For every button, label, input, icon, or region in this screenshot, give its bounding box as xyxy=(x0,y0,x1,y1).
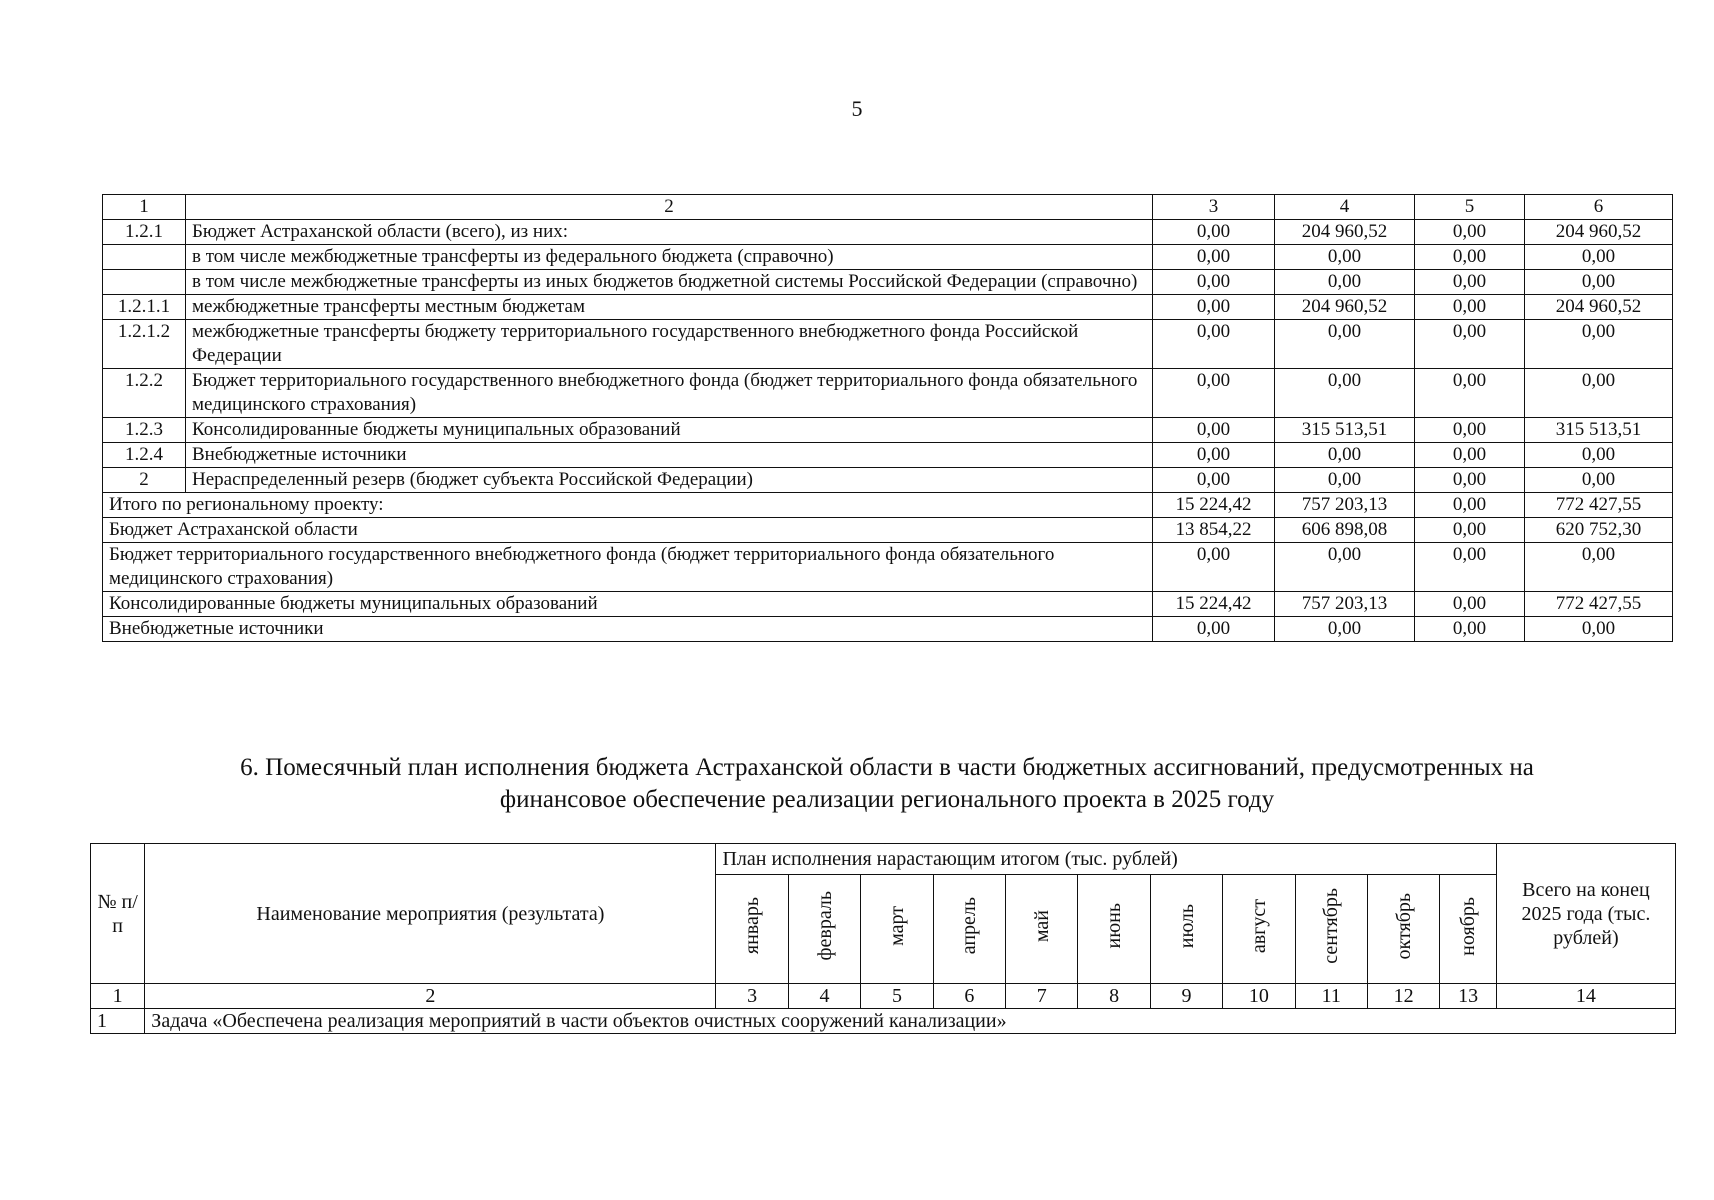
index-cell: 4 xyxy=(788,984,860,1009)
index-cell: 2 xyxy=(145,984,716,1009)
value-cell: 13 854,22 xyxy=(1153,518,1275,543)
value-cell: 0,00 xyxy=(1275,443,1415,468)
col-header: 4 xyxy=(1275,195,1415,220)
value-cell: 0,00 xyxy=(1415,468,1525,493)
month-label: ноябрь xyxy=(1457,896,1480,956)
value-cell: 0,00 xyxy=(1153,320,1275,369)
value-cell: 0,00 xyxy=(1275,543,1415,592)
month-header xyxy=(1367,875,1439,984)
total-name: Бюджет Астраханской области xyxy=(103,518,1153,543)
row-name: межбюджетные трансферты бюджету территориального государственного внебюджетного фонда Российской Федерации xyxy=(186,320,1153,369)
value-cell: 0,00 xyxy=(1415,220,1525,245)
table-row xyxy=(103,270,1673,295)
header-row xyxy=(91,844,1676,875)
value-cell: 757 203,13 xyxy=(1275,592,1415,617)
row-number xyxy=(103,270,186,295)
index-cell: 1 xyxy=(91,984,145,1009)
index-cell: 7 xyxy=(1006,984,1078,1009)
month-header xyxy=(1440,875,1496,984)
month-label: октябрь xyxy=(1392,892,1415,960)
value-cell: 0,00 xyxy=(1415,245,1525,270)
month-label: апрель xyxy=(958,897,981,955)
value-cell: 204 960,52 xyxy=(1525,295,1673,320)
value-cell: 0,00 xyxy=(1153,617,1275,642)
col-header-num: № п/п xyxy=(91,844,145,984)
table-header-row xyxy=(103,195,1673,220)
budget-table xyxy=(102,194,1673,642)
value-cell: 0,00 xyxy=(1275,270,1415,295)
month-label: сентябрь xyxy=(1320,888,1343,964)
value-cell: 772 427,55 xyxy=(1525,592,1673,617)
value-cell: 0,00 xyxy=(1153,418,1275,443)
month-label: июнь xyxy=(1103,903,1126,949)
table-row xyxy=(103,245,1673,270)
index-cell: 11 xyxy=(1295,984,1367,1009)
value-cell: 772 427,55 xyxy=(1525,493,1673,518)
value-cell: 0,00 xyxy=(1415,369,1525,418)
row-name: межбюджетные трансферты местным бюджетам xyxy=(186,295,1153,320)
col-header-total: Всего на конец 2025 года (тыс. рублей) xyxy=(1496,844,1675,984)
value-cell: 0,00 xyxy=(1275,617,1415,642)
month-label: май xyxy=(1030,909,1053,943)
month-header xyxy=(1295,875,1367,984)
value-cell: 0,00 xyxy=(1153,369,1275,418)
value-cell: 0,00 xyxy=(1525,369,1673,418)
total-row xyxy=(103,493,1673,518)
row-number: 1.2.1.1 xyxy=(103,295,186,320)
total-row xyxy=(103,617,1673,642)
value-cell: 0,00 xyxy=(1415,443,1525,468)
month-header xyxy=(716,875,788,984)
total-row xyxy=(103,518,1673,543)
table-row xyxy=(103,418,1673,443)
col-header-plan: План исполнения нарастающим итогом (тыс. рублей) xyxy=(716,844,1496,875)
index-cell: 6 xyxy=(933,984,1005,1009)
value-cell: 0,00 xyxy=(1275,468,1415,493)
col-header-name: Наименование мероприятия (результата) xyxy=(145,844,716,984)
value-cell: 0,00 xyxy=(1153,245,1275,270)
table-row xyxy=(103,320,1673,369)
task-name: Задача «Обеспечена реализация мероприятий в части объектов очистных сооружений канализации» xyxy=(145,1009,1676,1034)
value-cell: 0,00 xyxy=(1525,245,1673,270)
value-cell: 0,00 xyxy=(1525,270,1673,295)
value-cell: 0,00 xyxy=(1415,617,1525,642)
value-cell: 757 203,13 xyxy=(1275,493,1415,518)
value-cell: 315 513,51 xyxy=(1525,418,1673,443)
table-row xyxy=(103,443,1673,468)
total-name: Бюджет территориального государственного внебюджетного фонда (бюджет территориального фонда обязательного медицинского страхования) xyxy=(103,543,1153,592)
row-name: Бюджет территориального государственного внебюджетного фонда (бюджет территориального фонда обязательного медицинского страхования) xyxy=(186,369,1153,418)
value-cell: 0,00 xyxy=(1415,295,1525,320)
value-cell: 0,00 xyxy=(1415,543,1525,592)
value-cell: 0,00 xyxy=(1153,443,1275,468)
index-cell: 12 xyxy=(1367,984,1439,1009)
value-cell: 0,00 xyxy=(1415,418,1525,443)
value-cell: 15 224,42 xyxy=(1153,493,1275,518)
month-header xyxy=(933,875,1005,984)
index-cell: 8 xyxy=(1078,984,1150,1009)
value-cell: 0,00 xyxy=(1153,468,1275,493)
value-cell: 0,00 xyxy=(1415,518,1525,543)
month-label: июль xyxy=(1175,903,1198,949)
value-cell: 0,00 xyxy=(1153,270,1275,295)
index-cell: 14 xyxy=(1496,984,1675,1009)
month-header xyxy=(1223,875,1295,984)
row-number xyxy=(103,245,186,270)
col-header: 3 xyxy=(1153,195,1275,220)
value-cell: 15 224,42 xyxy=(1153,592,1275,617)
value-cell: 0,00 xyxy=(1525,443,1673,468)
row-number: 2 xyxy=(103,468,186,493)
row-name: Внебюджетные источники xyxy=(186,443,1153,468)
total-name: Итого по региональному проекту: xyxy=(103,493,1153,518)
task-number: 1 xyxy=(91,1009,145,1034)
row-number: 1.2.2 xyxy=(103,369,186,418)
row-name: в том числе межбюджетные трансферты из иных бюджетов бюджетной системы Российской Федерации (справочно) xyxy=(186,270,1153,295)
table-row xyxy=(103,369,1673,418)
value-cell: 204 960,52 xyxy=(1275,295,1415,320)
table-row xyxy=(103,220,1673,245)
row-number: 1.2.4 xyxy=(103,443,186,468)
month-label: март xyxy=(885,906,908,946)
index-cell: 13 xyxy=(1440,984,1496,1009)
row-name: Консолидированные бюджеты муниципальных образований xyxy=(186,418,1153,443)
col-header: 1 xyxy=(103,195,186,220)
col-header: 2 xyxy=(186,195,1153,220)
section-heading-line: финансовое обеспечение реализации регионального проекта в 2025 году xyxy=(499,786,1275,813)
row-name: Бюджет Астраханской области (всего), из них: xyxy=(186,220,1153,245)
value-cell: 0,00 xyxy=(1415,493,1525,518)
index-cell: 3 xyxy=(716,984,788,1009)
month-label: август xyxy=(1247,898,1270,954)
value-cell: 204 960,52 xyxy=(1525,220,1673,245)
section-heading-line: 6. Помесячный план исполнения бюджета Астраханской области в части бюджетных ассигнований, предусмотренных на xyxy=(240,754,1534,781)
value-cell: 0,00 xyxy=(1415,320,1525,369)
page-number: 5 xyxy=(851,96,863,121)
value-cell: 0,00 xyxy=(1153,543,1275,592)
value-cell: 0,00 xyxy=(1525,468,1673,493)
month-header xyxy=(1150,875,1222,984)
total-name: Консолидированные бюджеты муниципальных образований xyxy=(103,592,1153,617)
section-heading xyxy=(100,752,1674,816)
row-number: 1.2.1.2 xyxy=(103,320,186,369)
value-cell: 0,00 xyxy=(1275,320,1415,369)
task-row xyxy=(91,1009,1676,1034)
col-header: 5 xyxy=(1415,195,1525,220)
value-cell: 0,00 xyxy=(1275,369,1415,418)
row-number: 1.2.1 xyxy=(103,220,186,245)
value-cell: 0,00 xyxy=(1525,320,1673,369)
col-header: 6 xyxy=(1525,195,1673,220)
table-row xyxy=(103,295,1673,320)
month-label: февраль xyxy=(813,891,836,961)
index-cell: 9 xyxy=(1150,984,1222,1009)
table-row xyxy=(103,468,1673,493)
total-row xyxy=(103,592,1673,617)
month-header xyxy=(788,875,860,984)
total-name: Внебюджетные источники xyxy=(103,617,1153,642)
value-cell: 0,00 xyxy=(1415,270,1525,295)
value-cell: 0,00 xyxy=(1275,245,1415,270)
index-cell: 10 xyxy=(1223,984,1295,1009)
value-cell: 315 513,51 xyxy=(1275,418,1415,443)
value-cell: 204 960,52 xyxy=(1275,220,1415,245)
value-cell: 620 752,30 xyxy=(1525,518,1673,543)
monthly-plan-table xyxy=(90,843,1676,1034)
month-label: январь xyxy=(741,897,764,955)
row-number: 1.2.3 xyxy=(103,418,186,443)
index-row xyxy=(91,984,1676,1009)
value-cell: 0,00 xyxy=(1415,592,1525,617)
month-header xyxy=(861,875,933,984)
value-cell: 606 898,08 xyxy=(1275,518,1415,543)
index-cell: 5 xyxy=(861,984,933,1009)
value-cell: 0,00 xyxy=(1525,543,1673,592)
value-cell: 0,00 xyxy=(1525,617,1673,642)
total-row xyxy=(103,543,1673,592)
row-name: Нераспределенный резерв (бюджет субъекта Российской Федерации) xyxy=(186,468,1153,493)
month-header xyxy=(1006,875,1078,984)
month-header xyxy=(1078,875,1150,984)
value-cell: 0,00 xyxy=(1153,220,1275,245)
value-cell: 0,00 xyxy=(1153,295,1275,320)
row-name: в том числе межбюджетные трансферты из федерального бюджета (справочно) xyxy=(186,245,1153,270)
